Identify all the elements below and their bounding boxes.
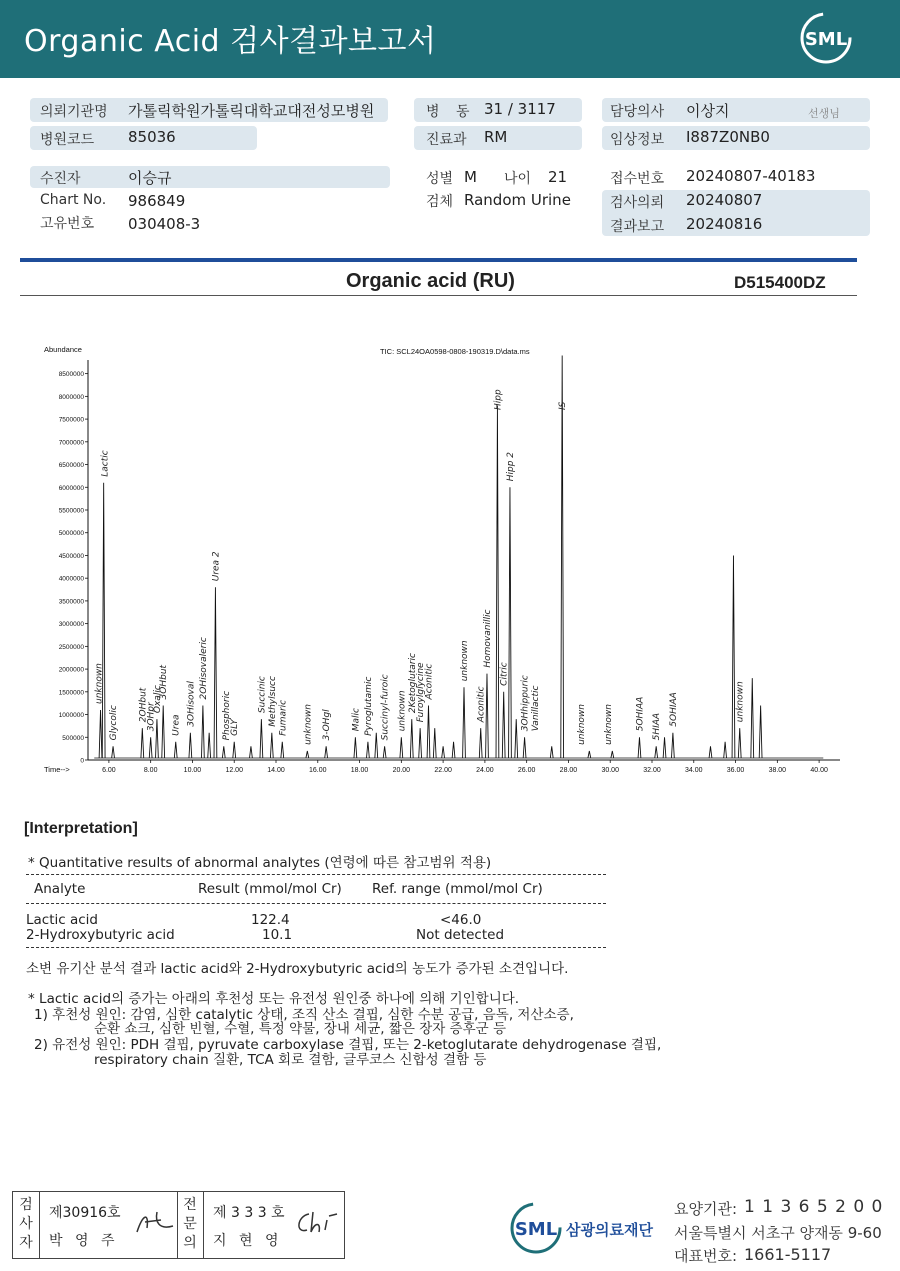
y-tick-label: 3500000 [58,598,84,606]
peak [724,742,727,758]
request-value: 20240807 [686,191,763,209]
peak [149,737,152,758]
peak [515,719,518,758]
peak [709,746,712,758]
peak [561,355,564,758]
peak [208,733,211,758]
peak-annotation: Urea 2 [211,551,222,582]
x-tick-label: 16.00 [309,767,327,774]
peak-annotation: unknown [735,681,746,723]
tester-signature-icon [133,1208,177,1238]
sml-logo-icon [798,10,854,66]
x-tick-label: 18.00 [350,767,369,774]
y-tick-label: 2500000 [58,643,84,651]
peak [732,555,735,758]
x-tick-label: 30.00 [601,767,619,774]
row-result: 10.1 [262,927,293,943]
peak-annotation: Oxalic [152,685,163,714]
chart-no-value: 986849 [128,192,186,210]
peak-annotation: Succinic [257,676,268,714]
y-tick-label: 8500000 [58,371,84,379]
peak [250,746,253,758]
peak [233,742,236,758]
ward-label: 병 동 [426,104,476,120]
footer-logo-text: SML [514,1219,558,1240]
specimen-value: Random Urine [464,191,571,209]
specialist-id: 제 3 3 3 호 [213,1205,285,1221]
peak [452,742,455,758]
tester-name: 박 영 주 [49,1233,119,1249]
peak [588,751,591,758]
peak [611,751,614,758]
phone-label: 대표번호: [674,1247,738,1265]
peak-annotation: 3-OHgl [322,709,333,741]
peak-annotation: 2OHisovaleric [198,637,209,700]
peak [738,728,741,758]
peak-annotation: unknown [604,704,615,745]
x-tick-label: 20.00 [392,767,411,774]
footer-address: 서울특별시 서초구 양재동 9-60 [674,1224,882,1242]
y-tick-label: 4500000 [58,552,84,560]
peak [419,728,422,758]
unique-no-value: 030408-3 [128,215,201,233]
doctor-label: 담당의사 [610,104,665,120]
peak-annotation: Aconitic [476,686,487,723]
signature-box [12,1191,345,1259]
peak-annotation: 5OHIAA [635,696,646,732]
hospital-code-value: 85036 [128,128,176,146]
x-tick-label: 10.00 [183,767,202,774]
footer-org-name: 삼광의료재단 [566,1221,653,1239]
y-tick-label: 7500000 [58,416,84,424]
peak [509,487,512,758]
age-label: 나이 [504,171,532,187]
chart-axes [59,360,840,774]
peak-annotation: Homovanillic [482,609,493,668]
peak [102,483,105,758]
y-tick-label: 6000000 [58,484,84,492]
y-tick-label: 6500000 [58,462,84,470]
peak-annotation: IS [558,401,569,410]
cause-acquired-1: 1) 후천성 원인: 감염, 심한 catalytic 상태, 조직 산소 결핍, 심한 수분 공급, 음독, 저산소증, [34,1007,574,1023]
clinical-label: 임상정보 [610,132,665,148]
peak-annotation: unknown [397,690,408,732]
peak-annotation: Furoylglycine [416,662,427,723]
hospital-code-label: 병원코드 [40,132,95,148]
peak [550,746,553,758]
report-date-value: 20240816 [686,215,763,233]
phone-value: 1661-5117 [744,1245,832,1264]
interpretation-title: [Interpretation] [24,820,138,837]
ward-value: 31 / 3117 [484,100,556,118]
footer-logo [508,1200,668,1260]
x-tick-label: 32.00 [643,767,661,774]
section-code: D515400DZ [734,273,826,292]
cause-acquired-2: 순환 쇼크, 심한 빈혈, 수혈, 특정 약물, 장내 세균, 짧은 장자 증후군 등 [94,1021,507,1037]
institution-code-label: 요양기관: [674,1200,738,1218]
peak [502,692,505,758]
dept-value: RM [484,128,508,146]
peak [410,719,413,758]
peak-annotation: Citric [499,662,510,686]
report-date-label: 결과보고 [610,219,665,235]
clinical-value: I887Z0NB0 [686,128,770,146]
peak-annotation: Methylsucc [267,676,278,727]
peak [479,728,482,758]
institution-label: 의뢰기관명 [40,104,108,120]
peak [433,728,436,758]
specialist-name: 지 현 영 [213,1233,283,1249]
y-tick-label: 3000000 [58,621,84,629]
peak-annotation: Glycolic [109,705,120,741]
dept-label: 진료과 [426,132,467,148]
sex-value: M [464,168,477,186]
peak [281,742,284,758]
peak-annotation: Urea [171,714,182,736]
peak [400,737,403,758]
peak-annotation: Phosphoric [221,690,232,741]
sml-logo-text: SML [804,29,848,50]
doctor-suffix: 선생님 [808,107,840,120]
chart-annotations [94,389,745,745]
col-analyte: Analyte [34,881,86,897]
tester-label: 검 사 자 [19,1197,33,1251]
peak [99,710,102,758]
peak-annotation: Succinyl-furoic [380,674,391,741]
peak [655,746,658,758]
y-tick-label: 5000000 [58,530,84,538]
y-tick-label: 1000000 [58,712,84,720]
institution-code: 1 1 3 6 5 2 0 0 [744,1197,884,1217]
peak [112,746,115,758]
receipt-value: 20240807-40183 [686,167,816,185]
peak [367,742,370,758]
x-tick-label: 28.00 [559,767,578,774]
peak [141,728,144,758]
specialist-signature-icon [293,1208,341,1238]
peak [671,733,674,758]
request-label: 검사의뢰 [610,195,665,211]
x-tick-label: 14.00 [267,767,285,774]
peak [496,405,499,758]
peak [442,746,445,758]
peak-annotation: 2Ketoglutaric [407,653,418,714]
peak-annotation: Lactic [100,450,111,477]
peak [325,746,328,758]
peak [523,737,526,758]
peak-annotation: Pyroglutamic [363,676,374,736]
peak [759,705,762,758]
y-tick-label: 1500000 [58,689,84,697]
col-result: Result (mmol/mol Cr) [198,881,342,897]
y-tick-label: 2000000 [58,666,84,674]
peak [189,733,192,758]
table-header-rule [26,903,606,904]
chromatogram-chart [40,340,870,780]
peak-annotation: unknown [460,640,470,682]
quant-note: * Quantitative results of abnormal analytes (연령에 따른 참고범위 적용) [28,855,492,871]
x-tick-label: 40.00 [810,767,828,774]
y-tick-label: 0 [80,757,84,765]
section-underline [20,295,857,296]
row-result: 122.4 [251,912,290,928]
peak [354,737,357,758]
chart-title: TIC: SCL24OA0598-0808-190319.D\data.ms [380,347,530,356]
peak [427,705,430,758]
y-tick-label: 7000000 [58,439,84,447]
peak-annotation: GLY [230,719,241,736]
table-bottom-rule [26,947,606,948]
peak-annotation: 3OHhippuric [520,675,531,732]
sex-label: 성별 [426,171,454,187]
peak-annotation: unknown [94,663,105,704]
cause-title: * Lactic acid의 증가는 아래의 후천성 또는 유전성 원인중 하나에 의해 기인합니다. [28,991,520,1007]
cause-genetic-2: respiratory chain 질환, TCA 회로 결함, 글루코스 신합성 결함 등 [94,1052,487,1068]
row-ref: <46.0 [440,912,482,928]
x-tick-label: 8.00 [143,767,158,774]
peak [174,742,177,758]
summary-text: 소변 유기산 분석 결과 lactic acid와 2-Hydroxybutyric acid의 농도가 증가된 소견입니다. [26,961,569,977]
peak [306,751,309,758]
peak-annotation: Fumaric [278,699,289,736]
peak-annotation: Hipp [493,389,504,410]
row-ref: Not detected [416,927,505,943]
peak-annotation: Aconitic [424,663,435,700]
specialist-label: 전 문 의 [183,1197,197,1251]
peak [751,678,754,758]
peak-annotation: 3OHpr [146,702,157,732]
peak [463,687,466,758]
institution-value: 가톨릭학원가톨릭대학교대전성모병원 [128,102,375,120]
chart-no-label: Chart No. [40,192,107,208]
unique-no-label: 고유번호 [40,216,95,232]
x-tick-label: 22.00 [434,767,452,774]
peak-annotation: Malic [351,708,362,732]
y-tick-label: 8000000 [58,393,84,401]
doctor-value: 이상지 [686,102,730,120]
tester-id: 제30916호 [49,1205,121,1221]
x-tick-label: 24.00 [476,767,494,774]
peak-annotation: 5HIAA [652,712,663,741]
col-ref: Ref. range (mmol/mol Cr) [372,881,543,897]
peak [201,705,204,758]
peak-annotation: 3OHbut [159,664,170,700]
peak [270,733,273,758]
specimen-label: 검체 [426,194,454,210]
peak [214,587,217,758]
peak [260,719,263,758]
age-value: 21 [548,168,568,186]
report-title: Organic Acid 검사결과보고서 [24,24,437,59]
cause-genetic-1: 2) 유전성 원인: PDH 결핍, pyruvate carboxylase 결핍, 또는 2-ketoglutarate dehydrogenase 결핍, [34,1037,662,1053]
y-tick-label: 4000000 [58,575,84,583]
peak-annotation: 3OHisoval [186,681,197,727]
peak-annotation: 5OHIAA [668,692,679,727]
x-tick-label: 34.00 [685,767,703,774]
x-tick-label: 26.00 [517,767,536,774]
x-tick-label: 36.00 [726,767,745,774]
peak-annotation: 2OHbut [138,687,149,723]
report-header [0,0,900,78]
patient-label: 수진자 [40,171,81,187]
row-analyte: Lactic acid [26,912,98,928]
x-tick-label: 12.00 [225,767,243,774]
section-title: Organic acid (RU) [346,270,515,292]
peak-annotation: unknown [576,704,587,745]
chart-xlabel: Time--> [44,765,70,774]
receipt-label: 접수번호 [610,171,665,187]
peak [375,733,378,758]
y-tick-label: 5500000 [58,507,84,515]
x-tick-label: 6.00 [102,767,116,774]
table-top-rule [26,874,606,875]
footer-logo-icon [508,1200,668,1256]
peak [638,737,641,758]
peak [663,737,666,758]
row-analyte: 2-Hydroxybutyric acid [26,927,175,943]
peak [222,746,225,758]
chart-ylabel: Abundance [44,345,82,354]
peak-annotation: Hipp 2 [505,451,516,482]
peak [383,746,386,758]
patient-value: 이승규 [128,169,172,187]
section-rule [20,258,857,262]
peak-annotation: unknown [303,704,314,745]
x-tick-label: 38.00 [768,767,787,774]
peak-annotation: Vanillactic [531,685,542,732]
y-tick-label: 500000 [62,734,84,742]
